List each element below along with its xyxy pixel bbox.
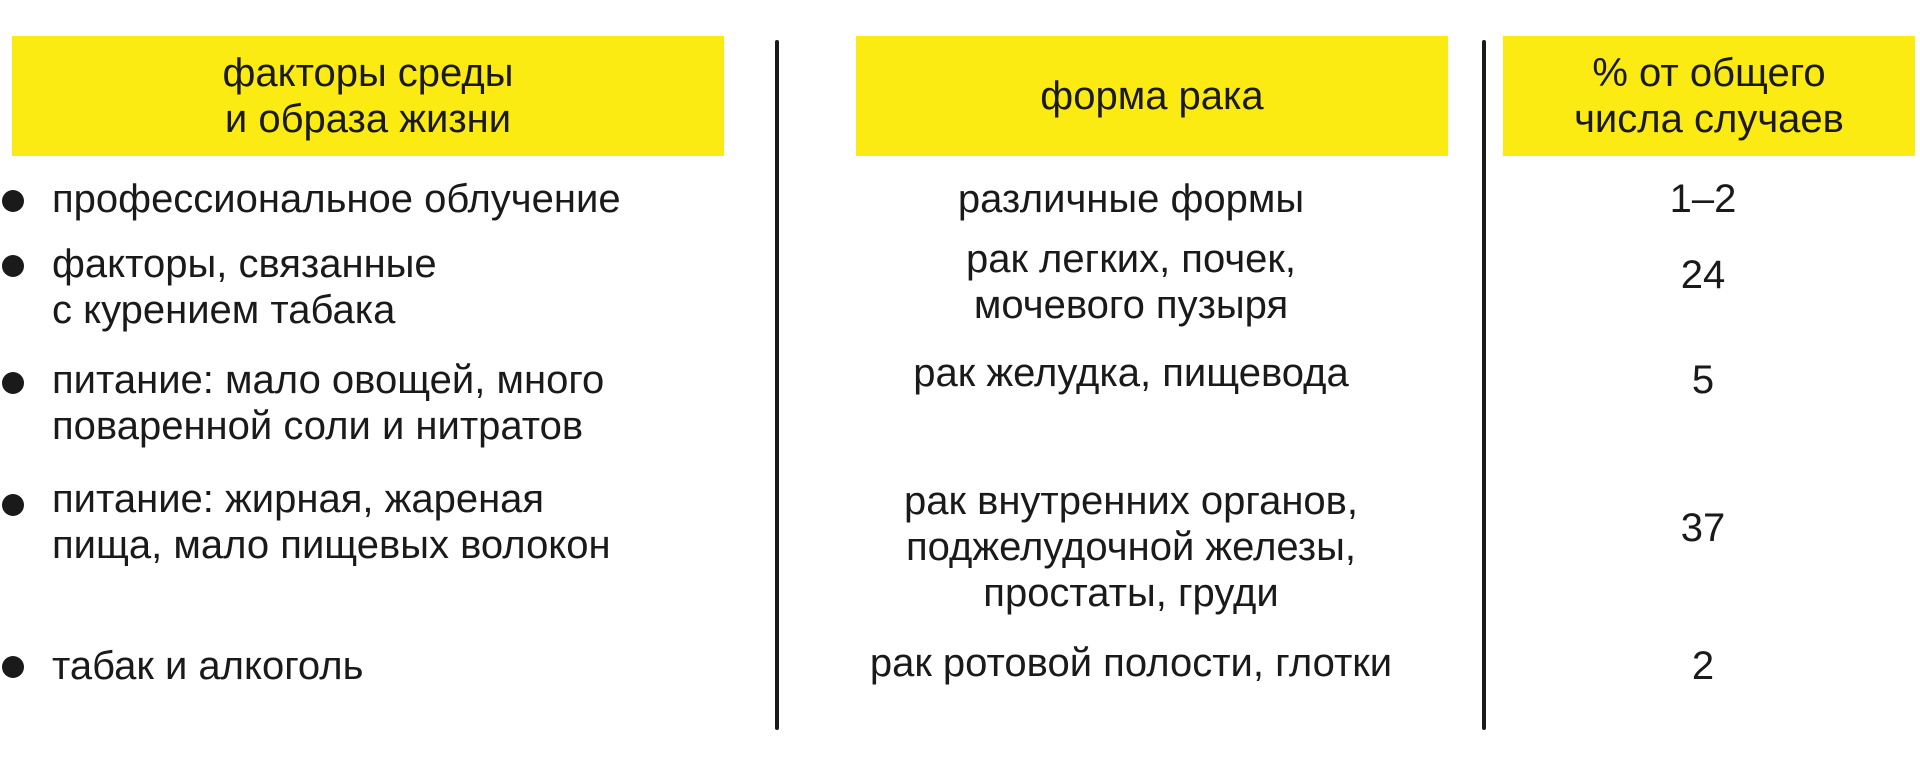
factor-cell (52, 176, 621, 222)
factor-line: с курением табака (52, 288, 396, 332)
factor-line: профессиональное облучение (52, 177, 621, 221)
percent-value: 37 (1680, 506, 1726, 550)
form-line: рак внутренних органов, (903, 479, 1359, 523)
percent-cell (1488, 643, 1918, 689)
factor-line: табак и алкоголь (52, 644, 364, 688)
bullet-icon (2, 656, 24, 678)
percent-value: 24 (1680, 253, 1726, 297)
percent-value: 2 (1691, 644, 1715, 688)
form-line: рак желудка, пищевода (913, 351, 1349, 395)
header-percent-line-2: числа случаев (1574, 97, 1844, 141)
header-factors (12, 36, 724, 156)
header-factors-line-2: и образа жизни (224, 97, 512, 141)
factor-cell (52, 643, 363, 689)
percent-cell (1488, 357, 1918, 403)
form-line: рак ротовой полости, глотки (869, 641, 1393, 685)
form-line: простаты, груди (983, 571, 1279, 615)
bullet-icon (2, 190, 24, 212)
factor-line: питание: жирная, жареная (52, 477, 545, 521)
form-cell (786, 640, 1476, 686)
percent-cell (1488, 252, 1918, 298)
header-cancer-form (856, 36, 1448, 156)
bullet-icon (2, 255, 24, 277)
factor-line: поваренной соли и нитратов (52, 404, 584, 448)
column-divider-2 (1482, 40, 1486, 730)
factor-cell (52, 357, 604, 449)
factor-cell (52, 476, 611, 568)
percent-value: 5 (1691, 358, 1715, 402)
header-cancer-form-line-1: форма рака (1040, 74, 1264, 118)
form-cell (786, 478, 1476, 616)
factor-line: факторы, связанные (52, 242, 437, 286)
factor-line: пища, мало пищевых волокон (52, 523, 611, 567)
form-cell (786, 350, 1476, 396)
form-line: различные формы (957, 177, 1305, 221)
factor-line: питание: мало овощей, много (52, 358, 605, 402)
header-percent (1503, 36, 1915, 156)
percent-cell (1488, 505, 1918, 551)
form-line: рак легких, почек, (965, 237, 1297, 281)
header-factors-line-1: факторы среды (222, 51, 514, 95)
header-percent-line-1: % от общего (1592, 51, 1826, 95)
factor-cell (52, 241, 437, 333)
percent-value: 1–2 (1669, 177, 1737, 221)
column-divider-1 (775, 40, 779, 730)
form-line: мочевого пузыря (973, 283, 1289, 327)
form-cell (786, 236, 1476, 328)
bullet-icon (2, 372, 24, 394)
form-cell (786, 176, 1476, 222)
bullet-icon (2, 494, 24, 516)
form-line: поджелудочной железы, (906, 525, 1356, 569)
percent-cell (1488, 176, 1918, 222)
